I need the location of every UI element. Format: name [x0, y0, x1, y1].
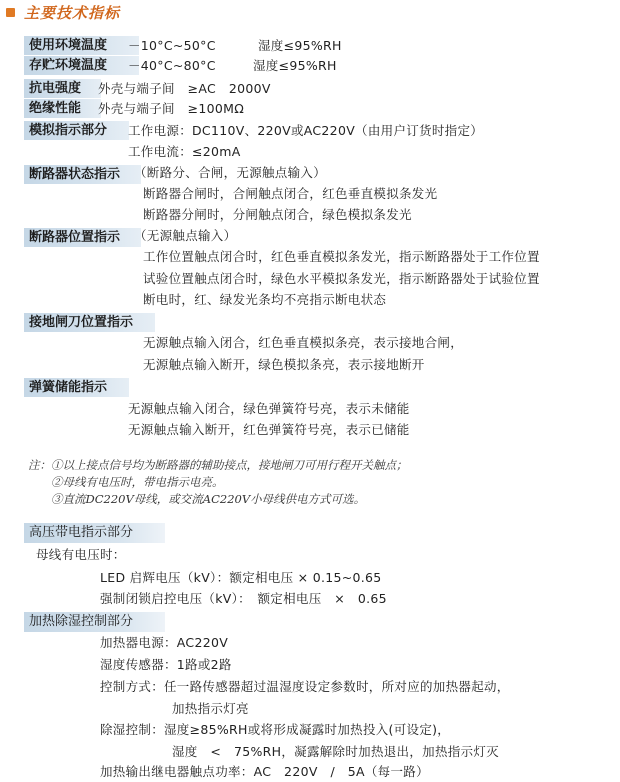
- breaker-pos-line3: 试验位置触点闭合时，绿色水平模拟条发光，指示断路器处于试验位置: [143, 271, 540, 286]
- analog-current: 工作电流：≤20mA: [128, 144, 241, 159]
- note-line2: ②母线有电压时，带电指示电亮。: [51, 475, 224, 489]
- dielectric-value: 外壳与端子间 ≥AC 2000V: [98, 81, 271, 96]
- label-temp-store: 存贮环境温度: [24, 56, 139, 75]
- note-line1: 注：①以上接点信号均为断路器的辅助接点，接地闸刀可用行程开关触点；: [28, 458, 408, 472]
- breaker-pos-line1: （无源触点输入）: [134, 228, 237, 243]
- insulation-value: 外壳与端子间 ≥100MΩ: [98, 101, 245, 116]
- temp-store-humidity: 湿度≤95%RH: [253, 58, 337, 73]
- heat-sensor: 湿度传感器：1路或2路: [100, 657, 232, 672]
- ground-knife-line1: 无源触点输入闭合，红色垂直模拟条亮，表示接地合闸，: [143, 335, 464, 350]
- label-analog: 模拟指示部分: [24, 121, 129, 140]
- label-insulation: 绝缘性能: [24, 99, 101, 118]
- label-dielectric: 抗电强度: [24, 79, 101, 98]
- temp-use-humidity: 湿度≤95%RH: [258, 38, 342, 53]
- heat-dehum2: 湿度 < 75%RH，凝露解除时加热退出，加热指示灯灭: [172, 744, 499, 759]
- spring-line1: 无源触点输入闭合，绿色弹簧符号亮，表示未储能: [128, 401, 410, 416]
- label-breaker-pos: 断路器位置指示: [24, 228, 141, 247]
- heat-dehum1: 除湿控制：湿度≥85%RH或将形成凝露时加热投入(可设定)，: [100, 722, 451, 737]
- note-line3: ③直流DC220V母线，或交流AC220V小母线供电方式可选。: [51, 492, 366, 506]
- hv-line2: 强制闭锁启控电压（kV）： 额定相电压 × 0.65: [100, 591, 387, 606]
- label-heat: 加热除湿控制部分: [24, 612, 165, 632]
- label-spring: 弹簧储能指示: [24, 378, 129, 397]
- breaker-state-line2: 断路器合闸时，合闸触点闭合，红色垂直模拟条发光: [143, 186, 438, 201]
- heat-relay: 加热输出继电器触点功率：AC 220V / 5A（每一路）: [100, 764, 429, 779]
- label-breaker-state: 断路器状态指示: [24, 165, 141, 184]
- heat-power: 加热器电源：AC220V: [100, 635, 229, 650]
- breaker-pos-line4: 断电时，红、绿发光条均不亮指示断电状态: [143, 292, 387, 307]
- label-temp-use: 使用环境温度: [24, 36, 139, 55]
- analog-power: 工作电源：DC110V、220V或AC220V（由用户订货时指定）: [128, 123, 484, 138]
- hv-line1: LED 启辉电压（kV）：额定相电压 × 0.15~0.65: [100, 570, 382, 585]
- temp-store-value: －40°C~80°C: [128, 58, 216, 73]
- hv-sub: 母线有电压时：: [36, 547, 126, 562]
- breaker-state-line1: （断路分、合闸，无源触点输入）: [134, 165, 327, 180]
- page-title: 主要技术指标: [24, 4, 121, 22]
- heat-mode2: 加热指示灯亮: [172, 701, 249, 716]
- breaker-state-line3: 断路器分闸时，分闸触点闭合，绿色模拟条发光: [143, 207, 412, 222]
- ground-knife-line2: 无源触点输入断开，绿色模拟条亮，表示接地断开: [143, 357, 425, 372]
- heat-mode1: 控制方式：任一路传感器超过温湿度设定参数时，所对应的加热器起动，: [100, 679, 510, 694]
- breaker-pos-line2: 工作位置触点闭合时，红色垂直模拟条发光，指示断路器处于工作位置: [143, 249, 540, 264]
- title-bullet-icon: [6, 8, 15, 17]
- spring-line2: 无源触点输入断开，红色弹簧符号亮，表示已储能: [128, 422, 410, 437]
- label-hv: 高压带电指示部分: [24, 523, 165, 543]
- temp-use-value: －10°C~50°C: [128, 38, 216, 53]
- label-ground-knife: 接地闸刀位置指示: [24, 313, 155, 332]
